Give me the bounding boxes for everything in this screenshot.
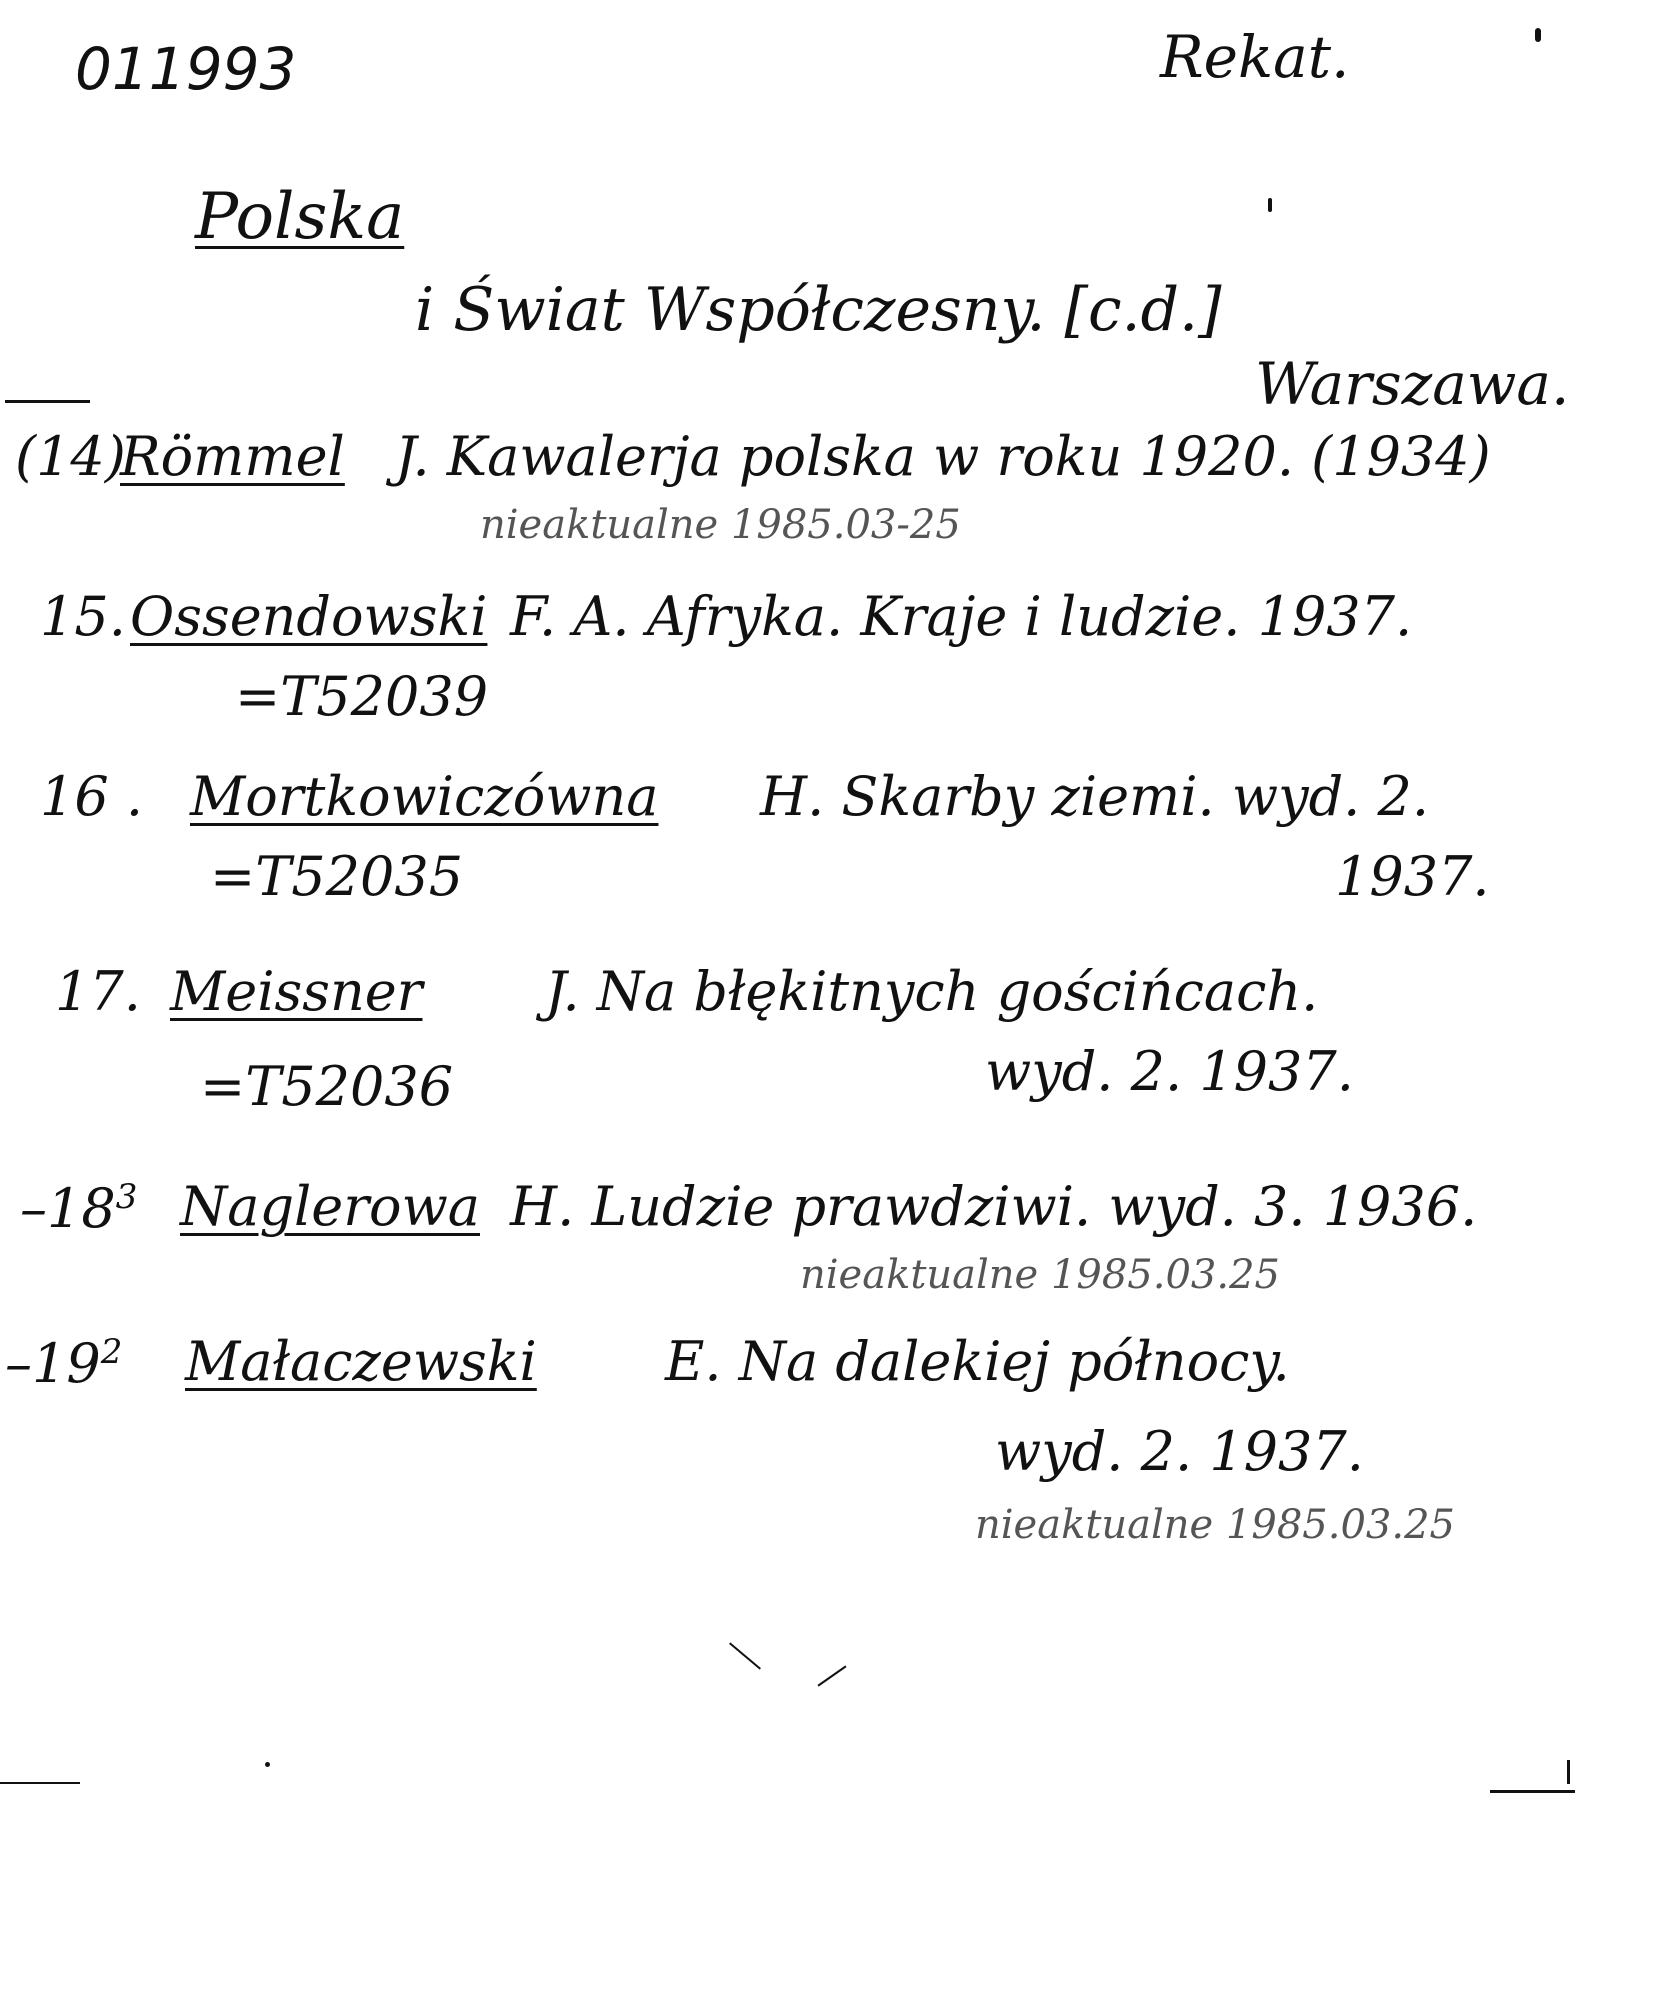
corner-note: Rekat.	[1160, 23, 1350, 91]
entry-index: (14)	[15, 425, 126, 488]
entry-description: E. Na dalekiej północy.	[665, 1330, 1290, 1393]
entry-description: J. Kawalerja polska w roku 1920. (1934)	[395, 425, 1491, 488]
entry-author: Małaczewski	[185, 1330, 537, 1393]
entry-description: J. Na błękitnych gościńcach.	[545, 960, 1319, 1023]
entry-index-number: –19	[5, 1332, 101, 1395]
ink-speck	[1268, 198, 1272, 212]
entry-description: H. Skarby ziemi. wyd. 2.	[760, 765, 1430, 828]
entry-index-number: –18	[20, 1177, 116, 1240]
entry-note: nieaktualne 1985.03.25	[975, 1502, 1455, 1548]
entry-index-sup: 3	[115, 1177, 138, 1217]
entry-note: nieaktualne 1985.03.25	[800, 1252, 1280, 1298]
place: Warszawa.	[1255, 350, 1570, 418]
entry-description: H. Ludzie prawdziwi. wyd. 3. 1936.	[510, 1175, 1478, 1238]
card-edge-line	[0, 1782, 80, 1784]
entry-index: 17.	[55, 960, 141, 1023]
scan-mark	[265, 1762, 270, 1767]
entry-note: nieaktualne 1985.03-25	[480, 502, 961, 548]
entry-description-cont: 1937.	[1335, 845, 1490, 908]
entry-description-cont: wyd. 2. 1937.	[995, 1420, 1364, 1483]
card-number: 011993	[75, 35, 297, 103]
entry-description: F. A. Afryka. Kraje i ludzie. 1937.	[510, 585, 1413, 648]
card-edge-line	[1490, 1790, 1575, 1793]
entry-index	[5, 1332, 123, 1395]
heading-title: Polska	[195, 180, 405, 254]
entry-call-number: =T52035	[210, 845, 464, 908]
entry-call-number: =T52039	[235, 665, 489, 728]
scan-mark	[1567, 1760, 1570, 1784]
entry-author: Naglerowa	[180, 1175, 480, 1238]
entry-index-sup: 2	[100, 1332, 123, 1372]
overline-mark	[5, 400, 90, 403]
entry-author: Römmel	[120, 425, 345, 488]
ink-speck	[1535, 28, 1541, 42]
entry-index	[20, 1177, 138, 1240]
entry-author: Mortkowiczówna	[190, 765, 659, 828]
entry-author: Ossendowski	[130, 585, 488, 648]
scan-mark	[818, 1665, 847, 1686]
entry-index: 16 .	[40, 765, 144, 828]
entry-author: Meissner	[170, 960, 423, 1023]
scan-mark	[729, 1642, 761, 1669]
heading-subtitle: i Świat Współczesny. [c.d.]	[415, 275, 1222, 345]
entry-description-cont: wyd. 2. 1937.	[985, 1040, 1354, 1103]
entry-index: 15.	[40, 585, 126, 648]
entry-call-number: =T52036	[200, 1055, 454, 1118]
